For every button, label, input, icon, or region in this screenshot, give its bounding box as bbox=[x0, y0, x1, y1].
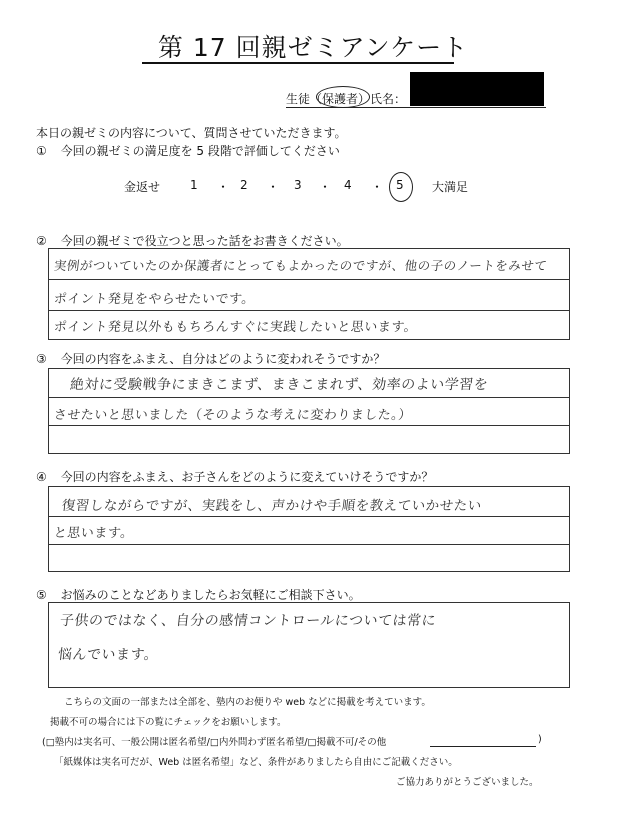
name-label: 氏名： bbox=[370, 92, 407, 106]
guardian-selection-circle bbox=[316, 86, 370, 108]
answer-3-line-2: させたいと思いました（そのような考えに変わりました。） bbox=[53, 408, 413, 423]
rating-5: 5 bbox=[396, 178, 404, 192]
question-text: 今回の内容をふまえ、お子さんをどのように変えていけそうですか？ bbox=[60, 470, 434, 484]
rating-3: 3 bbox=[294, 178, 302, 192]
rating-sep: ・ bbox=[217, 180, 230, 194]
rating-sep: ・ bbox=[319, 180, 332, 194]
selected-rating-circle bbox=[389, 172, 413, 202]
answer-line bbox=[49, 310, 569, 311]
redacted-name bbox=[410, 72, 544, 106]
answer-5-line-1: 子供のではなく、自分の感情コントロールについては常に bbox=[59, 613, 437, 629]
question-text: 今回の親ゼミの満足度を 5 段階で評価してください bbox=[60, 144, 340, 158]
footer-conditions: 「紙媒体は実名可だが、Web は匿名希望」など、条件がありましたら自由にご記載ください。 bbox=[54, 757, 458, 768]
footer-notice: こちらの文面の一部または全部を、塾内のお便りや web などに掲載を考えています。 bbox=[64, 697, 431, 708]
answer-3-line-1: 絶対に受験戦争にまきこまず、まきこまれず、効率のよい学習を bbox=[69, 377, 490, 393]
question-number: ② bbox=[36, 234, 47, 248]
rating-low-label: 金返せ bbox=[124, 180, 161, 194]
question-4 bbox=[36, 468, 433, 485]
answer-5-line-2: 悩んでいます。 bbox=[57, 647, 160, 663]
answer-2-line-2: ポイント発見をやらせたいです。 bbox=[53, 292, 256, 307]
answer-2-line-3: ポイント発見以外ももちろんすぐに実践したいと思います。 bbox=[53, 320, 419, 335]
rating-high-label: 大満足 bbox=[432, 180, 469, 194]
question-2 bbox=[36, 232, 349, 249]
rating-sep: ・ bbox=[267, 180, 280, 194]
footer-options-close: ) bbox=[538, 734, 542, 745]
question-number: ④ bbox=[36, 470, 47, 484]
rating-sep: ・ bbox=[371, 180, 384, 194]
answer-2-line-1: 実例がついていたのか保護者にとってもよかったのですが、他の子のノートをみせて bbox=[53, 258, 549, 273]
rating-2: 2 bbox=[240, 178, 248, 192]
student-label: 生徒 bbox=[286, 92, 311, 106]
answer-line bbox=[49, 397, 569, 398]
question-number: ③ bbox=[36, 352, 47, 366]
question-text: 今回の内容をふまえ、自分はどのように変われそうですか？ bbox=[60, 352, 386, 366]
question-1 bbox=[36, 142, 340, 159]
page-title: 第 17 回親ゼミアンケート bbox=[157, 33, 469, 62]
question-3 bbox=[36, 350, 385, 367]
question-number: ⑤ bbox=[36, 588, 47, 602]
other-blank-line bbox=[430, 746, 536, 747]
answer-line bbox=[49, 544, 569, 545]
footer-instruction: 掲載不可の場合には下の覧にチェックをお願いします。 bbox=[50, 717, 287, 728]
name-underline bbox=[286, 107, 546, 108]
answer-4-line-2: と思います。 bbox=[53, 526, 135, 541]
footer-thanks: ご協力ありがとうございました。 bbox=[396, 777, 539, 788]
question-text: 今回の親ゼミで役立つと思った話をお書きください。 bbox=[60, 234, 349, 248]
guardian-label: （保護者） bbox=[310, 92, 371, 106]
answer-line bbox=[49, 279, 569, 280]
intro-text: 本日の親ゼミの内容について、質問させていただきます。 bbox=[36, 126, 347, 140]
question-5 bbox=[36, 586, 361, 603]
answer-line bbox=[49, 425, 569, 426]
answer-4-line-1: 復習しながらですが、実践をし、声かけや手順を教えていかせたい bbox=[60, 498, 483, 514]
answer-line bbox=[49, 516, 569, 517]
question-number: ① bbox=[36, 144, 47, 158]
rating-4: 4 bbox=[344, 178, 352, 192]
title-underline bbox=[142, 62, 454, 64]
rating-1: 1 bbox=[190, 178, 198, 192]
question-text: お悩みのことなどありましたらお気軽にご相談下さい。 bbox=[60, 588, 361, 602]
footer-options: (□塾内は実名可、一般公開は匿名希望/□内外問わず匿名希望/□掲載不可/その他 bbox=[42, 737, 387, 748]
